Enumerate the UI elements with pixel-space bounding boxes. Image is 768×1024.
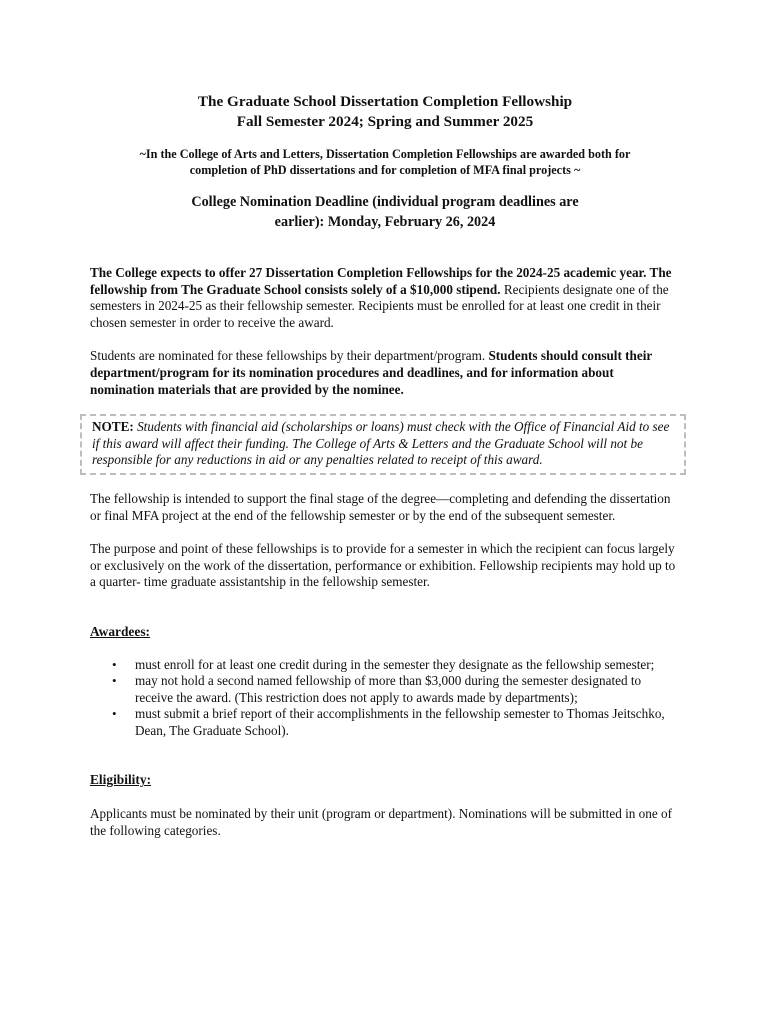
nomination-regular-text: Students are nominated for these fellowships by their department/program. <box>90 348 489 364</box>
eligibility-paragraph: Applicants must be nominated by their unit (program or department). Nominations will be submitted in one of the following categories. <box>90 806 672 838</box>
college-subnote <box>90 146 680 178</box>
awardees-heading-text: Awardees <box>90 623 146 639</box>
eligibility-heading-text: Eligibility <box>90 772 147 788</box>
intro-regular-text: Recipients designate one of the semesters in 2024-25 as their fellowship semester. Recipients must be enrolled for at least one credit in their chosen semester in order to receive the award. <box>90 281 669 330</box>
title-line-2: Fall Semester 2024; Spring and Summer 2025 <box>236 113 534 130</box>
title-line-1: The Graduate School Dissertation Completion Fellowship <box>197 93 573 110</box>
nomination-deadline <box>90 192 680 232</box>
intro-paragraph <box>90 265 680 331</box>
list-item-text: must submit a brief report of their accomplishments in the fellowship semester to Thomas Jeitschko, Dean, The Graduate School). <box>135 706 665 738</box>
nomination-bold-text: Students should consult their department/program for its nomination procedures and deadlines, and for information about nomination materials that are provided by the nominee. <box>90 348 653 397</box>
list-item-text: must enroll for at least one credit during in the semester they designate as the fellowship semester; <box>135 656 655 672</box>
document-title <box>90 92 680 132</box>
subnote-line-2: completion of PhD dissertations and for completion of MFA final projects ~ <box>189 163 581 177</box>
list-item <box>90 706 680 739</box>
note-label: NOTE: <box>92 419 134 435</box>
eligibility-heading-colon: : <box>146 772 152 788</box>
document-page <box>90 92 680 839</box>
subnote-line-1: ~In the College of Arts and Letters, Dissertation Completion Fellowships are awarded both for <box>139 147 631 161</box>
bullet-icon: • <box>112 706 117 722</box>
note-text: Students with financial aid (scholarships or loans) must check with the Office of Financial Aid to see if this award will affect their funding. The College of Arts & Letters and the Graduate School will not be responsible for any reductions in aid or any penalties related to receipt of this award. <box>92 419 670 468</box>
nomination-paragraph <box>90 348 680 398</box>
intent-paragraph: The fellowship is intended to support the final stage of the degree—completing and defending the dissertation or final MFA project at the end of the fellowship semester or by the end of the subsequent semester. <box>90 490 671 523</box>
deadline-line-1: College Nomination Deadline (individual program deadlines are <box>191 194 579 210</box>
eligibility-heading <box>90 772 680 789</box>
bullet-icon: • <box>112 673 117 689</box>
purpose-paragraph: The purpose and point of these fellowships is to provide for a semester in which the recipient can focus largely or exclusively on the work of the dissertation, performance or exhibition. Fellowship recipients may hold up to a quarter- time graduate assistantship in the fellowship semester. <box>90 541 676 590</box>
awardees-heading <box>90 624 680 641</box>
awardees-list <box>90 657 680 740</box>
list-item <box>90 673 680 706</box>
list-item <box>90 657 680 674</box>
awardees-heading-colon: : <box>145 623 150 639</box>
list-item-text: may not hold a second named fellowship of more than $3,000 during the semester designated to receive the award. (This restriction does not apply to awards made by departments); <box>135 673 642 705</box>
bullet-icon: • <box>112 656 117 672</box>
financial-aid-note <box>80 414 686 475</box>
deadline-line-2: earlier): Monday, February 26, 2024 <box>274 214 496 230</box>
intro-bold-text: The College expects to offer 27 Dissertation Completion Fellowships for the 2024-25 academic year. The fellowship from The Graduate School consists solely of a $10,000 stipend. <box>90 265 672 297</box>
